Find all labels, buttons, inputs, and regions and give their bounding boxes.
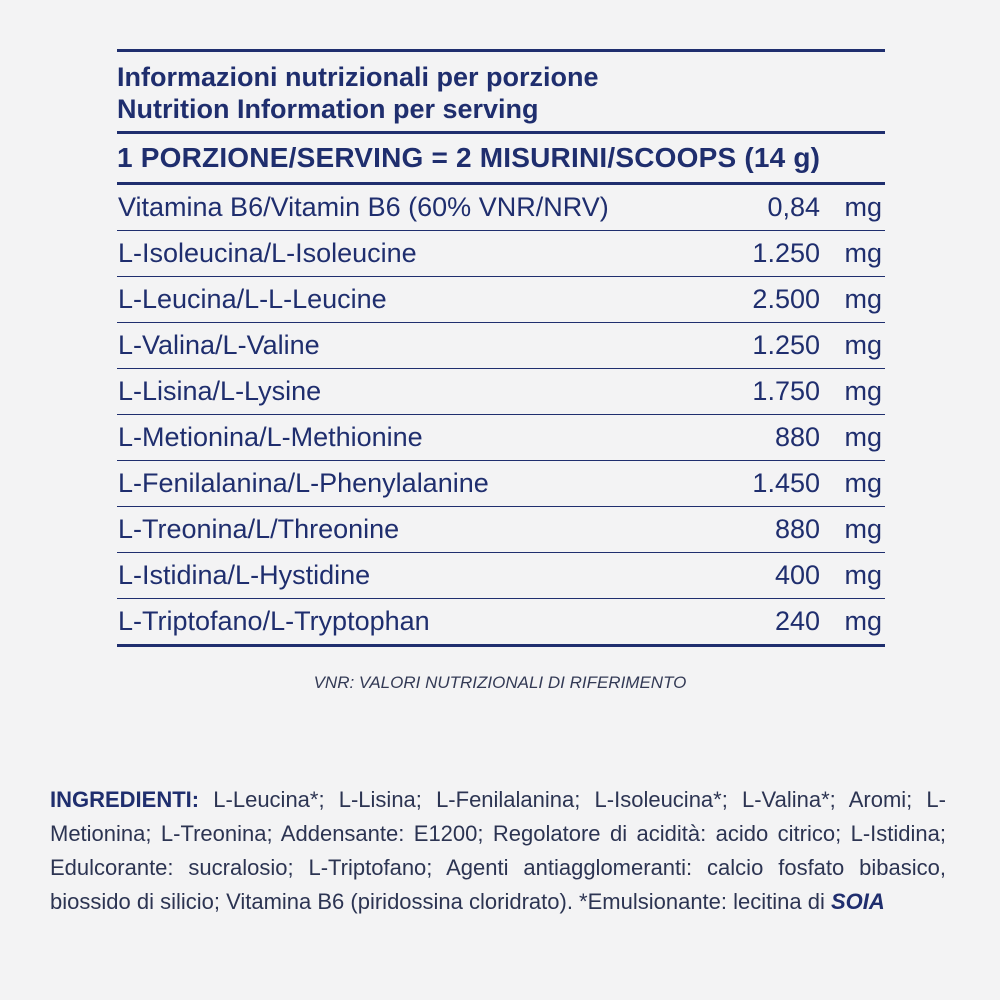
- nutrient-rows: [117, 182, 885, 647]
- nutrient-unit: mg: [844, 514, 882, 544]
- nutrient-row: [117, 415, 885, 461]
- nutrient-unit: mg: [844, 560, 882, 590]
- nutrient-amount: 400: [774, 560, 820, 590]
- nutrient-amount: 240: [774, 606, 820, 636]
- nutrient-unit: mg: [844, 192, 882, 222]
- nutrient-amount: 2.500: [752, 284, 820, 314]
- nutrient-row: [117, 599, 885, 647]
- ingredients-label: INGREDIENTI:: [50, 787, 200, 812]
- nutrient-unit: mg: [844, 376, 882, 406]
- nutrient-name: L-Istidina/L-Hystidine: [118, 560, 371, 590]
- allergen-soia: SOIA: [830, 889, 885, 914]
- nutrient-name: L-Isoleucina/L-Isoleucine: [118, 238, 417, 268]
- nutrient-name: L-Metionina/L-Methionine: [118, 422, 423, 452]
- nutrient-row: [117, 461, 885, 507]
- nutrient-unit: mg: [844, 330, 882, 360]
- footnote: VNR: VALORI NUTRIZIONALI DI RIFERIMENTO: [313, 673, 687, 692]
- nutrient-row: [117, 369, 885, 415]
- nutrient-amount: 1.250: [752, 238, 820, 268]
- nutrient-name: L-Lisina/L-Lysine: [118, 376, 322, 406]
- nutrient-name: L-Leucina/L-L-Leucine: [118, 284, 387, 314]
- nutrient-row: [117, 277, 885, 323]
- nutrient-amount: 1.750: [752, 376, 820, 406]
- nutrient-row: [117, 553, 885, 599]
- nutrient-amount: 0,84: [767, 192, 820, 222]
- nutrient-unit: mg: [844, 606, 882, 636]
- nutrient-amount: 880: [774, 422, 820, 452]
- nutrient-amount: 1.250: [752, 330, 820, 360]
- table-heading: [117, 52, 885, 131]
- nutrient-row: [117, 323, 885, 369]
- nutrient-unit: mg: [844, 468, 882, 498]
- nutrition-table: [117, 49, 885, 647]
- ingredients-paragraph: [50, 783, 946, 919]
- nutrient-unit: mg: [844, 422, 882, 452]
- nutrient-unit: mg: [844, 284, 882, 314]
- nutrient-name: L-Fenilalanina/L-Phenylalanine: [118, 468, 489, 498]
- nutrient-name: Vitamina B6/Vitamin B6 (60% VNR/NRV): [118, 192, 609, 222]
- ingredients-text: L-Leucina*; L-Lisina; L-Fenilalanina; L-Isoleucina*; L-Valina*; Aromi; L-Metionina; L-Treonina; Addensante: E1200; Regolatore di acidità: acido citrico; L-Istidina; Edulcorante: sucralosio; L-Triptofano; Agenti antiagglomeranti: calcio fosfato bibasico, biossido di silicio; Vitamina B6 (piridossina cloridrato). *Emulsionante: lecitina di: [50, 787, 946, 914]
- nutrient-row: [117, 185, 885, 231]
- nutrient-row: [117, 231, 885, 277]
- nutrient-name: L-Valina/L-Valine: [118, 330, 320, 360]
- serving-size: 1 PORZIONE/SERVING = 2 MISURINI/SCOOPS (14 g): [117, 142, 821, 173]
- nutrient-name: L-Treonina/L/Threonine: [118, 514, 400, 544]
- nutrient-row: [117, 507, 885, 553]
- nutrient-amount: 1.450: [752, 468, 820, 498]
- nutrient-amount: 880: [774, 514, 820, 544]
- title-italian: Informazioni nutrizionali per porzione: [117, 62, 599, 92]
- title-english: Nutrition Information per serving: [117, 94, 539, 124]
- nutrient-name: L-Triptofano/L-Tryptophan: [118, 606, 430, 636]
- nutrient-unit: mg: [844, 238, 882, 268]
